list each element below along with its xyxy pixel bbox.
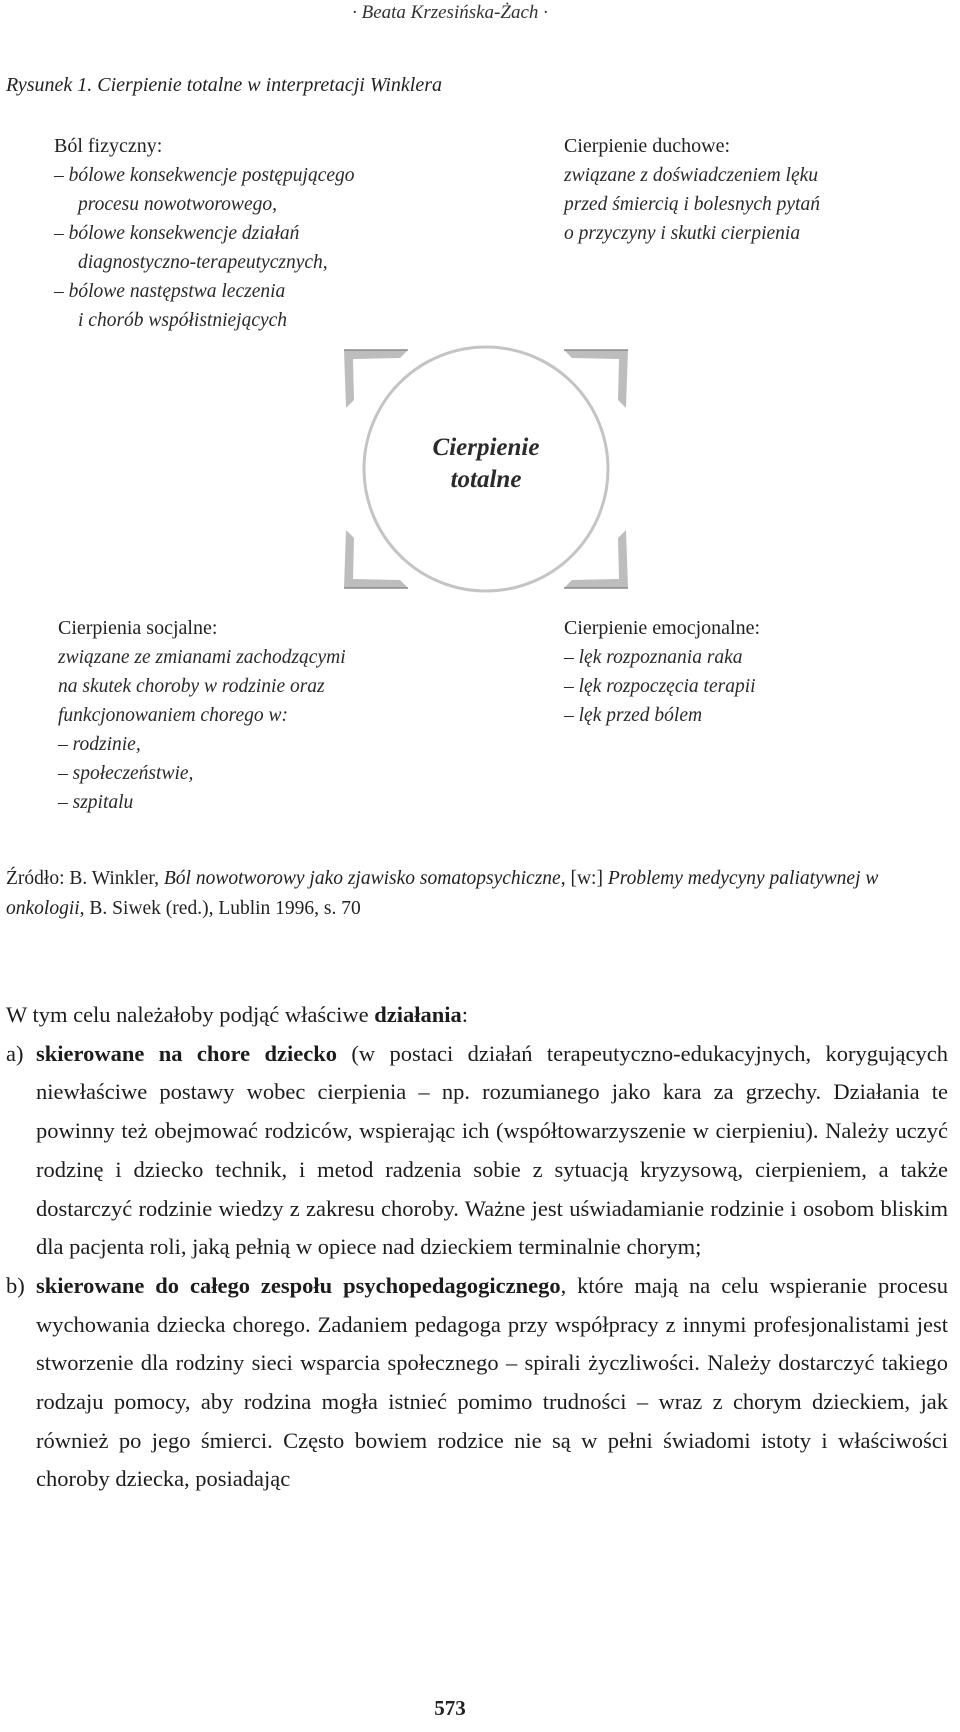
box-line: przed śmiercią i bolesnych pytań [564,194,820,215]
source-title-2: Problemy medycyny paliatywnej w onkologii [6,868,879,919]
list-marker: b) [6,1272,25,1298]
list-item-a [6,1035,948,1267]
box-line: funkcjonowaniem chorego w: [58,705,288,726]
box-line: – szpitalu [58,792,134,813]
box-line: – bólowe następstwa leczenia [54,281,286,302]
list-item-text: , które mają na celu wspieranie procesu wychowania dziecka chorego. Zadaniem pedagoga przy współpracy z innymi profesjonalistami jest stworzenie dla rodziny sieci wsparcia społecznego – spirali życzliwości. Należy dostarczyć takiego rodzaju pomocy, aby rodzina mogła istnieć pomimo trudności – wraz z chorym dzieckiem, jak również po jego śmierci. Często bowiem rodzice nie są w pełni świadomi istoty i właściwości choroby dziecka, posiadając [36,1272,948,1492]
box-title: Cierpienie duchowe: [564,135,731,157]
box-title: Cierpienie emocjonalne: [564,617,761,639]
box-line: i chorób współistniejących [78,310,288,331]
box-line: – bólowe konsekwencje postępującego [54,165,355,186]
center-label [346,432,626,496]
box-line: – lęk rozpoczęcia terapii [564,676,756,697]
running-header: · Beata Krzesińska-Żach · [352,2,548,23]
box-emotional [564,614,760,730]
box-line: o przyczyny i skutki cierpienia [564,223,801,244]
box-line: – lęk rozpoznania raka [564,647,743,668]
box-line: związane ze zmianami zachodzącymi [58,647,346,668]
box-line: diagnostyczno-terapeutycznych, [78,252,328,273]
list-item-bold: skierowane do całego zespołu psychopedagogicznego [36,1272,561,1298]
intro-bold: działania [374,1002,462,1027]
list-item-bold: skierowane na chore dziecko [36,1040,338,1066]
box-social [58,614,346,817]
box-line: związane z doświadczeniem lęku [564,165,819,186]
box-line: procesu nowotworowego, [78,194,277,215]
source-prefix: Źródło: B. Winkler, [6,868,164,889]
box-line: – rodzinie, [58,734,141,755]
page-number: 573 [434,1696,466,1720]
box-line: – bólowe konsekwencje działań [54,223,300,244]
source-mid: , [w:] [560,868,608,889]
body-text [6,996,948,1499]
list-item-text: (w postaci działań terapeutyczno-edukacyjnych, korygujących niewłaściwe postawy wobec cierpienia – np. rozumianego jako kara za grzechy. Działania te powinny też obejmować rodziców, wspierając ich (współtowarzyszenie w cierpieniu). Należy uczyć rodzinę i dziecko technik, i metod radzenia sobie z sytuacją kryzysową, cierpieniem, a także dostarczyć rodzinie wiedzy z zakresu choroby. Ważne jest uświadamianie rodzinie i osobom bliskim dla pacjenta roli, jaką pełnią w opiece nad dzieckiem terminalnie chorym; [36,1040,948,1260]
box-spiritual [564,132,820,248]
figure-source [6,864,906,924]
box-title: Cierpienia socjalne: [58,617,218,639]
center-label-line: Cierpienie [432,434,540,461]
box-line: – społeczeństwie, [58,763,194,784]
box-physical-pain [54,132,355,335]
box-line: – lęk przed bólem [564,705,703,726]
intro-text: W tym celu należałoby podjąć właściwe [6,1002,375,1027]
source-suffix: , B. Siwek (red.), Lublin 1996, s. 70 [79,898,361,919]
center-label-line: totalne [450,466,522,493]
intro-paragraph [6,996,948,1035]
box-title: Ból fizyczny: [54,135,163,157]
box-line: na skutek choroby w rodzinie oraz [58,676,325,697]
source-title-1: Ból nowotworowy jako zjawisko somatopsychiczne [163,868,561,889]
list-item-b [6,1267,948,1499]
figure-caption: Rysunek 1. Cierpienie totalne w interpretacji Winklera [6,74,443,96]
intro-colon: : [461,1002,468,1027]
list-marker: a) [6,1040,24,1066]
